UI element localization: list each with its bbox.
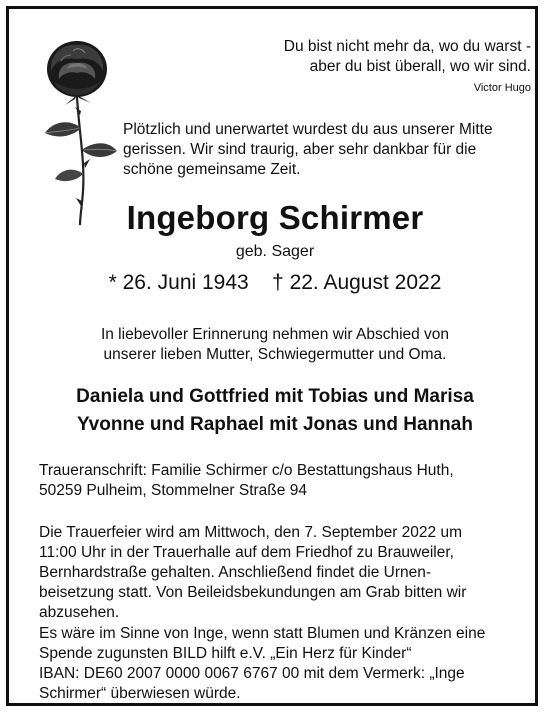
obituary-frame [6, 6, 538, 706]
life-dates: * 26. Juni 1943 † 22. August 2022 [108, 271, 442, 294]
quote-author: Victor Hugo [473, 82, 531, 94]
intro-line: gerissen. Wir sind traurig, aber sehr dankbar für die [123, 141, 477, 158]
donation-info [39, 624, 519, 704]
quote-line: Du bist nicht mehr da, wo du warst - [283, 38, 531, 55]
ceremony-line: abzusehen. [39, 604, 120, 621]
mourning-address [39, 461, 519, 501]
quote-line: aber du bist überall, wo wir sind. [309, 58, 531, 75]
ceremony-line: Bernhardstraße gehalten. Anschließend findet die Urnen- [39, 564, 432, 581]
donation-line: IBAN: DE60 2007 0000 0067 6767 00 mit dem Vermerk: „Inge [39, 665, 465, 682]
birth-name: geb. Sager [235, 243, 315, 260]
farewell-text [9, 325, 541, 365]
rose-icon [33, 31, 121, 227]
ceremony-line: Die Trauerfeier wird am Mittwoch, den 7. September 2022 um [39, 524, 462, 541]
intro-line: Plötzlich und unerwartet wurdest du aus unserer Mitte [123, 121, 493, 138]
farewell-line: In liebevoller Erinnerung nehmen wir Abschied von [100, 326, 450, 343]
intro-line: schöne gemeinsame Zeit. [123, 161, 301, 178]
family-line: Yvonne und Raphael mit Jonas und Hannah [77, 414, 473, 435]
family-line: Daniela und Gottfried mit Tobias und Marisa [76, 386, 474, 407]
donation-line: Spende zugunsten BILD hilft e.V. „Ein Herz für Kinder“ [39, 645, 412, 662]
family-names [9, 383, 541, 439]
quote-block [241, 37, 531, 97]
deceased-name: Ingeborg Schirmer [126, 199, 424, 236]
ceremony-line: beisetzung statt. Von Beileidsbekundungen am Grab bitten wir [39, 584, 467, 601]
donation-line: Es wäre im Sinne von Inge, wenn statt Blumen und Kränzen eine [39, 625, 486, 642]
address-line: Traueranschrift: Familie Schirmer c/o Bestattungshaus Huth, [39, 462, 454, 479]
donation-line: Schirmer“ überwiesen würde. [39, 685, 241, 702]
address-line: 50259 Pulheim, Stommelner Straße 94 [39, 482, 307, 499]
intro-text [123, 120, 523, 180]
ceremony-info [39, 523, 519, 623]
ceremony-line: 11:00 Uhr in der Trauerhalle auf dem Friedhof zu Brauweiler, [39, 544, 454, 561]
farewell-line: unserer lieben Mutter, Schwiegermutter und Oma. [103, 346, 447, 363]
